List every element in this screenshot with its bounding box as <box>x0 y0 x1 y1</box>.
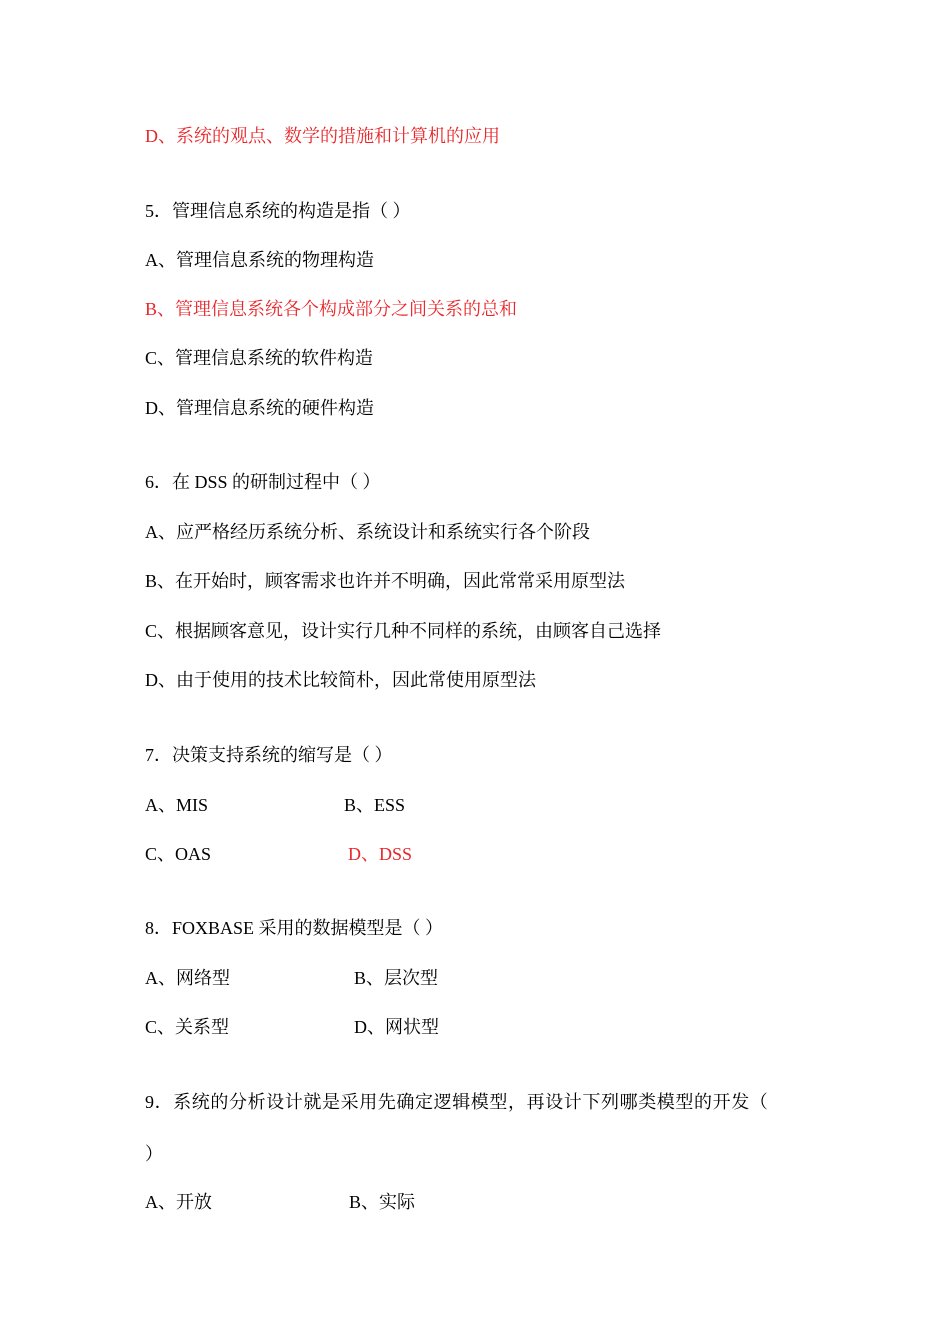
question-9-continuation: ） <box>145 1144 163 1164</box>
answer-line-d: D、系统的观点、数学的措施和计算机的应用 <box>145 126 500 146</box>
question-7: 7．决策支持系统的缩写是（ ） <box>145 745 393 765</box>
q8-option-b: B、层次型 <box>354 968 439 988</box>
q7-option-a: A、MIS <box>145 795 209 815</box>
q9-option-b: B、实际 <box>349 1192 416 1212</box>
q9-option-row-1 <box>145 1190 416 1214</box>
question-6: 6．在 DSS 的研制过程中（ ） <box>145 472 381 492</box>
q6-option-d: D、由于使用的技术比较简朴，因此常使用原型法 <box>145 670 536 690</box>
q8-option-row-2 <box>145 1015 439 1039</box>
q7-option-c: C、OAS <box>145 844 212 864</box>
q5-option-a: A、管理信息系统的物理构造 <box>145 250 374 270</box>
q6-option-c: C、根据顾客意见，设计实行几种不同样的系统，由顾客自己选择 <box>145 621 662 641</box>
question-5: 5．管理信息系统的构造是指（ ） <box>145 201 411 221</box>
q7-option-row-2 <box>145 842 413 866</box>
q8-option-d: D、网状型 <box>354 1017 439 1037</box>
q7-option-row-1 <box>145 793 406 817</box>
q8-option-row-1 <box>145 966 439 990</box>
q8-option-a: A、网络型 <box>145 968 230 988</box>
q5-option-c: C、管理信息系统的软件构造 <box>145 348 374 368</box>
q7-option-d: D、DSS <box>348 844 413 864</box>
q8-option-c: C、关系型 <box>145 1017 230 1037</box>
q6-option-b: B、在开始时，顾客需求也许并不明确，因此常常采用原型法 <box>145 571 626 591</box>
question-9: 9．系统的分析设计就是采用先确定逻辑模型，再设计下列哪类模型的开发（ <box>145 1092 769 1112</box>
q9-option-a: A、开放 <box>145 1192 212 1212</box>
q7-option-b: B、ESS <box>344 795 406 815</box>
q5-option-b: B、管理信息系统各个构成部分之间关系的总和 <box>145 299 518 319</box>
q5-option-d: D、管理信息系统的硬件构造 <box>145 398 374 418</box>
question-8: 8．FOXBASE 采用的数据模型是（ ） <box>145 918 444 938</box>
q6-option-a: A、应严格经历系统分析、系统设计和系统实行各个阶段 <box>145 522 590 542</box>
